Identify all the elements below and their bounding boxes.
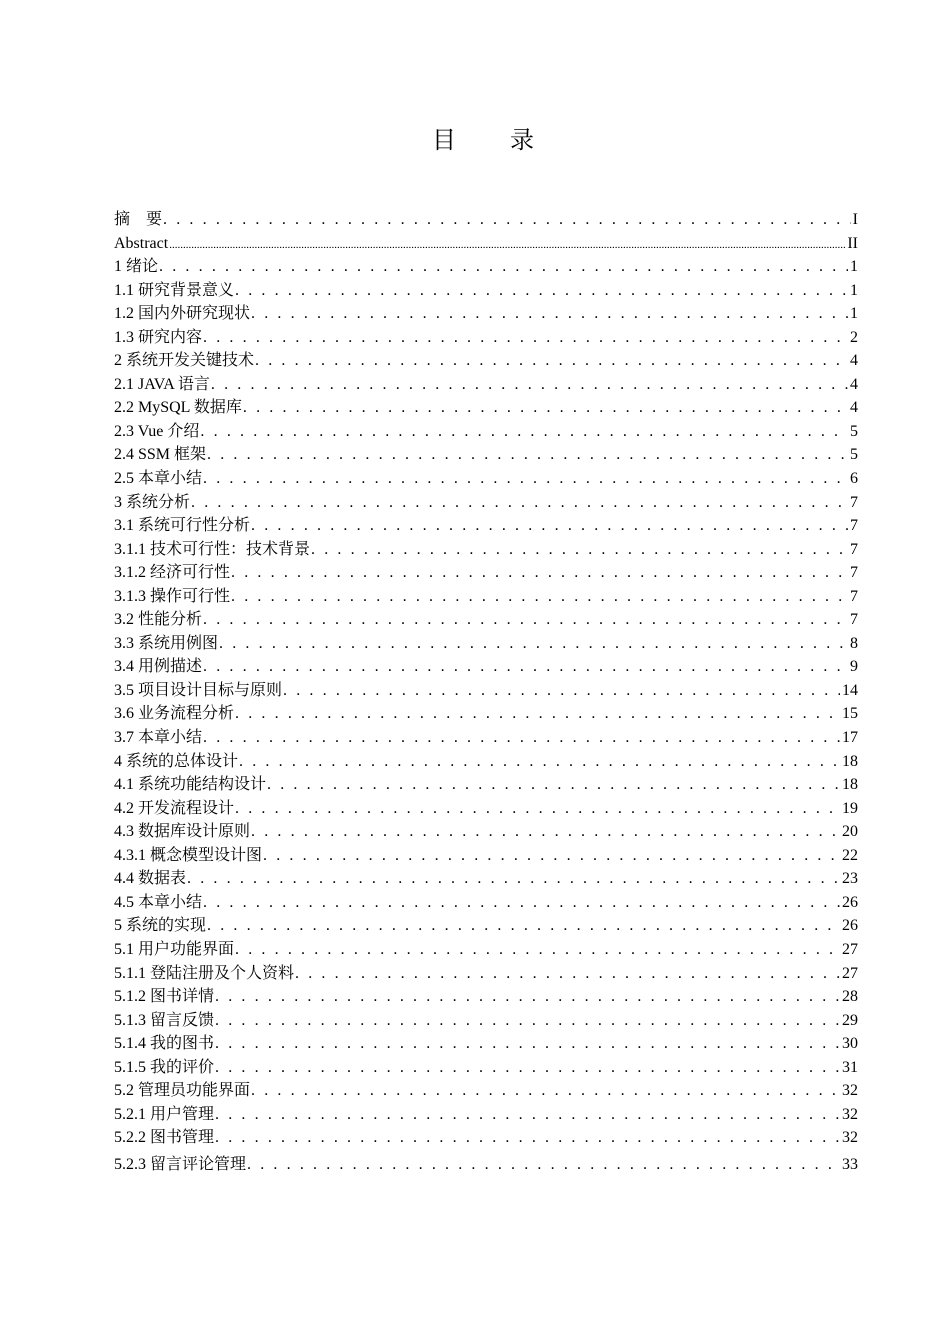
- toc-entry-label: 5.2 管理员功能界面: [114, 1082, 251, 1100]
- dot-leader: [263, 844, 840, 868]
- toc-entry[interactable]: [114, 797, 858, 821]
- toc-entry[interactable]: [114, 1153, 858, 1177]
- toc-entry[interactable]: [114, 279, 858, 303]
- toc-entry-label: 3 系统分析: [114, 493, 191, 511]
- toc-entry[interactable]: [114, 467, 858, 491]
- toc-entry-page: 7: [850, 493, 858, 511]
- toc-entry-page: 19: [842, 799, 858, 817]
- toc-entry[interactable]: [114, 867, 858, 891]
- toc-entry-page: 20: [842, 823, 858, 841]
- toc-entry-page: 7: [850, 564, 858, 582]
- toc-entry[interactable]: [114, 585, 858, 609]
- dot-leader: [215, 1056, 840, 1080]
- dot-leader: [251, 302, 848, 326]
- dot-leader: [235, 797, 840, 821]
- dot-leader: [215, 1103, 840, 1127]
- toc-entry[interactable]: [114, 1009, 858, 1033]
- toc-entry-label: 3.4 用例描述: [114, 658, 203, 676]
- toc-entry[interactable]: [114, 514, 858, 538]
- toc-entry[interactable]: [114, 1103, 858, 1127]
- toc-entry[interactable]: [114, 820, 858, 844]
- dot-leader: [243, 396, 848, 420]
- toc-entry-label: 3.5 项目设计目标与原则: [114, 681, 283, 699]
- toc-entry-label: 2.1 JAVA 语言: [114, 375, 210, 393]
- toc-entry-page: 9: [850, 658, 858, 676]
- dot-leader: [187, 867, 840, 891]
- toc-entry-page: 17: [842, 729, 858, 747]
- dot-leader: [267, 773, 840, 797]
- toc-entry-label: 5.1.1 登陆注册及个人资料: [114, 964, 295, 982]
- toc-entry-label: 4.2 开发流程设计: [114, 799, 235, 817]
- toc-entry-page: 23: [842, 870, 858, 888]
- toc-entry-label: 3.1.2 经济可行性: [114, 564, 231, 582]
- toc-entry-label: 5.2.2 图书管理: [114, 1129, 215, 1147]
- toc-entry[interactable]: [114, 1126, 858, 1150]
- toc-entry-label: 3.3 系统用例图: [114, 634, 219, 652]
- toc-entry-label: 3.7 本章小结: [114, 729, 203, 747]
- toc-entry[interactable]: [114, 608, 858, 632]
- toc-entry-label: 5.1.3 留言反馈: [114, 1011, 215, 1029]
- toc-entry-label: 3.1.3 操作可行性: [114, 587, 231, 605]
- toc-entry-page: II: [847, 234, 858, 252]
- toc-entry-label: 2 系统开发关键技术: [114, 352, 255, 370]
- toc-entry-page: 8: [850, 634, 858, 652]
- toc-entry-label: 3.2 性能分析: [114, 611, 203, 629]
- toc-entry-page: 15: [842, 705, 858, 723]
- toc-entry-label: 3.6 业务流程分析: [114, 705, 235, 723]
- dot-leader: [239, 750, 840, 774]
- dot-leader: [251, 820, 840, 844]
- dot-leader: [159, 255, 848, 279]
- dot-leader: [163, 208, 851, 232]
- dot-leader: [311, 538, 848, 562]
- toc-entry-page: 30: [842, 1035, 858, 1053]
- toc-entry[interactable]: [114, 420, 858, 444]
- toc-entry-label: 2.3 Vue 介绍: [114, 422, 200, 440]
- dot-leader: [191, 491, 848, 515]
- dot-leader: [207, 914, 840, 938]
- dot-leader: [215, 1032, 840, 1056]
- toc-entry[interactable]: [114, 726, 858, 750]
- toc-entry[interactable]: [114, 632, 858, 656]
- toc-entry-label: 摘 要: [114, 211, 163, 228]
- toc-entry-page: 1: [850, 258, 858, 276]
- toc-entry-label: 3.1 系统可行性分析: [114, 517, 251, 535]
- toc-entry-label: 4 系统的总体设计: [114, 752, 239, 770]
- toc-entry-label: 1.2 国内外研究现状: [114, 305, 251, 323]
- toc-entry-page: 32: [842, 1082, 858, 1100]
- toc-entry-page: 32: [842, 1129, 858, 1147]
- toc-entry-page: 7: [850, 587, 858, 605]
- toc-entry-page: 31: [842, 1058, 858, 1076]
- dot-leader: [295, 962, 840, 986]
- toc-entry[interactable]: [114, 679, 858, 703]
- toc-entry-label: 4.3.1 概念模型设计图: [114, 846, 263, 864]
- toc-entry-label: 5.1.2 图书详情: [114, 988, 215, 1006]
- dot-leader: [203, 726, 840, 750]
- toc-entry[interactable]: [114, 1032, 858, 1056]
- toc-entry[interactable]: [114, 373, 858, 397]
- toc-entry-page: 27: [842, 940, 858, 958]
- toc-entry[interactable]: [114, 938, 858, 962]
- toc-entry[interactable]: [114, 702, 858, 726]
- toc-entry-page: 4: [850, 352, 858, 370]
- toc-entry-label: 4.4 数据表: [114, 870, 187, 888]
- dot-leader: [251, 514, 848, 538]
- dot-leader: [231, 585, 848, 609]
- toc-entry-page: 14: [842, 681, 858, 699]
- dot-leader: [169, 234, 845, 258]
- toc-entry-label: 1 绪论: [114, 258, 159, 276]
- toc-entry-label: 1.1 研究背景意义: [114, 281, 235, 299]
- dot-leader: [235, 938, 840, 962]
- toc-entry[interactable]: [114, 773, 858, 797]
- toc-entry-page: 22: [842, 846, 858, 864]
- toc-entry-label: 4.3 数据库设计原则: [114, 823, 251, 841]
- dot-leader: [203, 655, 848, 679]
- dot-leader: [235, 279, 848, 303]
- toc-entry[interactable]: [114, 750, 858, 774]
- toc-entry-page: 2: [850, 328, 858, 346]
- toc-entry-page: 27: [842, 964, 858, 982]
- toc-entry-page: 29: [842, 1011, 858, 1029]
- toc-entry[interactable]: [114, 232, 858, 256]
- toc-entry-page: 4: [850, 399, 858, 417]
- toc-entry[interactable]: [114, 349, 858, 373]
- dot-leader: [215, 1126, 840, 1150]
- dot-leader: [247, 1153, 840, 1177]
- dot-leader: [231, 561, 848, 585]
- toc-entry-page: 1: [850, 305, 858, 323]
- toc-entry[interactable]: [114, 891, 858, 915]
- toc-entry-label: 5.1.4 我的图书: [114, 1035, 215, 1053]
- toc-entry-page: 18: [842, 752, 858, 770]
- toc-entry-page: 1: [850, 281, 858, 299]
- toc-entry[interactable]: [114, 561, 858, 585]
- toc-entry-page: 7: [850, 517, 858, 535]
- toc-entry-page: 7: [850, 540, 858, 558]
- toc-entry-page: 33: [842, 1155, 858, 1173]
- toc-entry-label: 1.3 研究内容: [114, 328, 203, 346]
- toc-entry[interactable]: [114, 443, 858, 467]
- dot-leader: [203, 326, 848, 350]
- toc-entry-label: 2.2 MySQL 数据库: [114, 399, 242, 417]
- toc-entry-page: 7: [850, 611, 858, 629]
- toc-entry[interactable]: [114, 491, 858, 515]
- toc-entry-page: 28: [842, 988, 858, 1006]
- dot-leader: [283, 679, 840, 703]
- toc-entry[interactable]: [114, 396, 858, 420]
- toc-entry[interactable]: [114, 844, 858, 868]
- page-title: 目 录: [432, 128, 558, 154]
- dot-leader: [215, 985, 840, 1009]
- toc-entry-label: 5.1.5 我的评价: [114, 1058, 215, 1076]
- toc-entry[interactable]: [114, 208, 858, 232]
- dot-leader: [235, 702, 840, 726]
- toc-entry-page: 26: [842, 893, 858, 911]
- dot-leader: [251, 1079, 840, 1103]
- toc-entry[interactable]: [114, 985, 858, 1009]
- toc-entry[interactable]: [114, 538, 858, 562]
- toc-entry-label: 2.5 本章小结: [114, 470, 203, 488]
- toc-entry-label: 5.2.1 用户管理: [114, 1105, 215, 1123]
- dot-leader: [203, 467, 848, 491]
- toc-entry-page: 6: [850, 470, 858, 488]
- dot-leader: [215, 1009, 840, 1033]
- dot-leader: [219, 632, 848, 656]
- toc-entry-label: 4.1 系统功能结构设计: [114, 776, 267, 794]
- toc-entry-label: 3.1.1 技术可行性：技术背景: [114, 540, 311, 558]
- table-of-contents: [114, 208, 858, 1176]
- toc-entry[interactable]: [114, 655, 858, 679]
- toc-entry[interactable]: [114, 326, 858, 350]
- toc-entry[interactable]: [114, 255, 858, 279]
- toc-entry-label: Abstract: [114, 234, 169, 252]
- toc-entry[interactable]: [114, 1079, 858, 1103]
- toc-entry-label: 5 系统的实现: [114, 917, 207, 935]
- dot-leader: [203, 608, 848, 632]
- dot-leader: [203, 891, 840, 915]
- toc-entry-page: 26: [842, 917, 858, 935]
- toc-entry-page: I: [852, 211, 858, 228]
- toc-entry-label: 5.2.3 留言评论管理: [114, 1155, 247, 1173]
- toc-entry-label: 2.4 SSM 框架: [114, 446, 207, 464]
- toc-entry[interactable]: [114, 914, 858, 938]
- toc-entry-page: 4: [850, 375, 858, 393]
- toc-entry-page: 32: [842, 1105, 858, 1123]
- toc-entry[interactable]: [114, 1056, 858, 1080]
- toc-entry-label: 5.1 用户功能界面: [114, 940, 235, 958]
- dot-leader: [207, 443, 848, 467]
- toc-entry-page: 5: [850, 422, 858, 440]
- dot-leader: [211, 373, 848, 397]
- dot-leader: [200, 420, 848, 444]
- toc-entry[interactable]: [114, 302, 858, 326]
- dot-leader: [255, 349, 848, 373]
- toc-entry-page: 18: [842, 776, 858, 794]
- toc-entry-label: 4.5 本章小结: [114, 893, 203, 911]
- toc-entry[interactable]: [114, 962, 858, 986]
- toc-entry-page: 5: [850, 446, 858, 464]
